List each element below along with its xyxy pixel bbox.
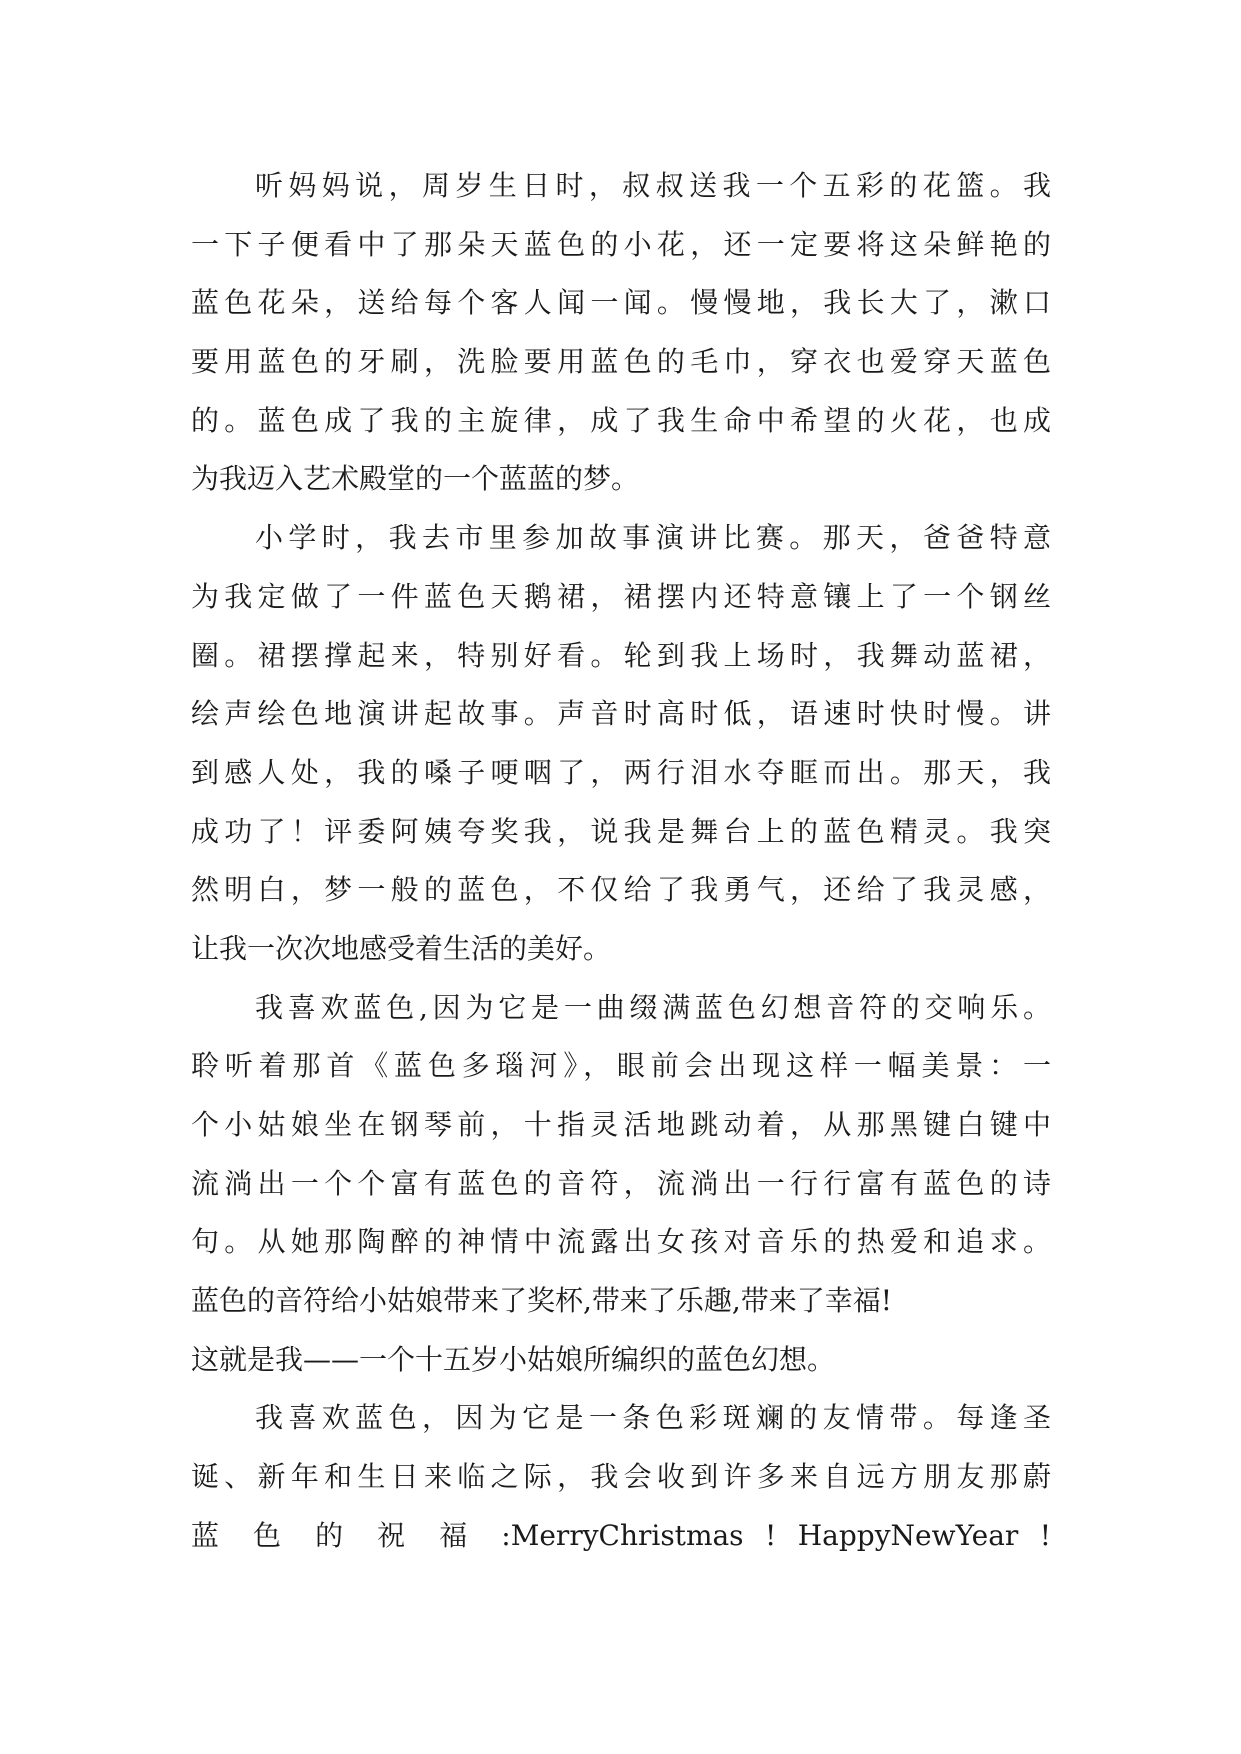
paragraph-1 — [191, 157, 1051, 509]
document-body — [191, 157, 1051, 1566]
text-line: 要用蓝色的牙刷，洗脸要用蓝色的毛巾，穿衣也爱穿天蓝色 — [191, 345, 1051, 379]
text-line: 流淌出一个个富有蓝色的音符，流淌出一行行富有蓝色的诗 — [191, 1166, 1051, 1200]
text-line: 我喜欢蓝色,因为它是一曲缀满蓝色幻想音符的交响乐。 — [255, 990, 1051, 1024]
text-line: 为我定做了一件蓝色天鹅裙，裙摆内还特意镶上了一个钢丝 — [191, 579, 1051, 613]
text-line: 蓝 色 的 祝 福 :MerryChristmas ! HappyNewYear ! — [191, 1518, 1051, 1552]
text-line: 聆听着那首《蓝色多瑙河》，眼前会出现这样一幅美景：一 — [191, 1049, 1051, 1083]
text-line: 句。从她那陶醉的神情中流露出女孩对音乐的热爱和追求。 — [191, 1225, 1051, 1259]
paragraph-2 — [191, 509, 1051, 979]
paragraph-3 — [191, 979, 1051, 1390]
text-line: 小学时，我去市里参加故事演讲比赛。那天，爸爸特意 — [255, 521, 1051, 555]
text-line: 一下子便看中了那朵天蓝色的小花，还一定要将这朵鲜艳的 — [191, 227, 1051, 261]
text-line: 的。蓝色成了我的主旋律，成了我生命中希望的火花，也成 — [191, 403, 1051, 437]
text-line: 然明白，梦一般的蓝色，不仅给了我勇气，还给了我灵感， — [191, 873, 1051, 907]
text-line: 这就是我——一个十五岁小姑娘所编织的蓝色幻想。 — [191, 1342, 836, 1376]
text-line: 绘声绘色地演讲起故事。声音时高时低，语速时快时慢。讲 — [191, 697, 1051, 731]
text-line: 蓝色花朵，送给每个客人闻一闻。慢慢地，我长大了，漱口 — [191, 286, 1051, 320]
paragraph-4 — [191, 1389, 1051, 1565]
text-line: 听妈妈说，周岁生日时，叔叔送我一个五彩的花篮。我 — [255, 169, 1051, 202]
text-line: 成功了！评委阿姨夸奖我，说我是舞台上的蓝色精灵。我突 — [191, 814, 1051, 848]
text-line: 让我一次次地感受着生活的美好。 — [191, 931, 612, 965]
text-line: 我喜欢蓝色，因为它是一条色彩斑斓的友情带。每逢圣 — [255, 1401, 1051, 1435]
text-line: 到感人处，我的嗓子哽咽了，两行泪水夺眶而出。那天，我 — [191, 755, 1051, 789]
text-line: 诞、新年和生日来临之际，我会收到许多来自远方朋友那蔚 — [191, 1460, 1051, 1494]
text-line: 圈。裙摆撑起来，特别好看。轮到我上场时，我舞动蓝裙， — [191, 638, 1051, 672]
text-line: 个小姑娘坐在钢琴前，十指灵活地跳动着，从那黑键白键中 — [191, 1108, 1051, 1141]
text-line: 蓝色的音符给小姑娘带来了奖杯,带来了乐趣,带来了幸福! — [191, 1284, 893, 1318]
text-line: 为我迈入艺术殿堂的一个蓝蓝的梦。 — [191, 462, 640, 496]
